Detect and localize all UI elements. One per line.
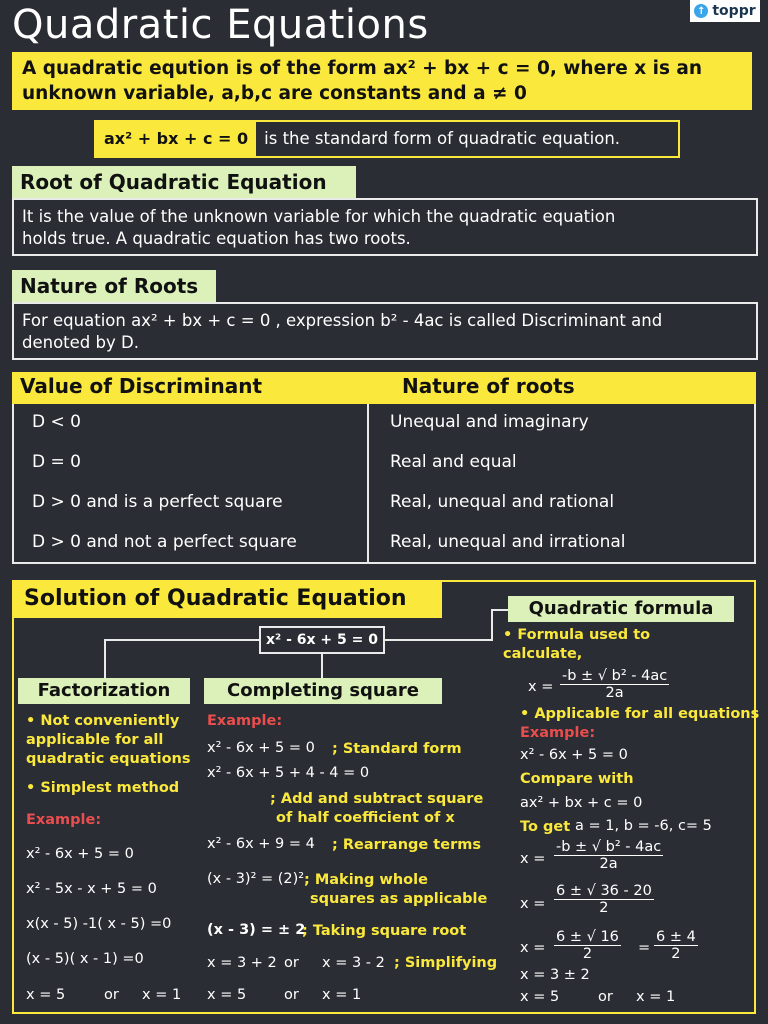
cs-step-1: x² - 6x + 5 = 0 [207,740,315,756]
root-heading: Root of Quadratic Equation [12,166,356,198]
table-row-3-n: Real, unequal and rational [390,492,615,512]
qf-get-label: To get [520,819,571,835]
cs-step-2: x² - 6x + 5 + 4 - 4 = 0 [207,765,370,781]
qf-x-2: x = [520,896,546,912]
cs-step-6a: x = 3 + 2 [207,955,277,971]
cs-note-4a: ; Making whole [304,872,428,888]
table-row-1-d: D < 0 [32,412,81,432]
standard-form-equation: ax² + bx + c = 0 [96,122,256,156]
qf-f3-num: 6 ± √ 16 [556,929,619,945]
root-line-1: It is the value of the unknown variable for which the quadratic equation [22,207,616,226]
intro-line-1: A quadratic eqution is of the form ax² + bx + c = 0, where x is an [22,58,703,79]
standard-form-text: is the standard form of quadratic equation. [256,122,628,156]
qf-f3-equals: = [638,940,651,956]
qf-f2-den: 2 [599,900,609,916]
standard-form-box [94,120,680,158]
fact-bullet-2: • Simplest method [26,780,180,796]
discriminant-table-header [12,372,756,404]
fact-step-3: x(x - 5) -1( x - 5) =0 [26,916,172,932]
cs-step-3: x² - 6x + 9 = 4 [207,836,315,852]
nature-description [12,302,758,360]
qf-compare: Compare with [520,771,634,787]
qf-fraction-1 [554,839,663,872]
cs-answer-b: x = 1 [322,987,362,1003]
table-row-2-n: Real and equal [390,452,517,472]
cs-note-4b: squares as applicable [310,891,488,907]
cs-step-4: (x - 3)² = (2)² [207,871,305,887]
qf-answer-b: x = 1 [636,989,676,1005]
qf-bullet-1b: calculate, [503,646,583,662]
fact-or: or [104,987,119,1003]
fact-answer-a: x = 5 [26,987,66,1003]
fact-step-1: x² - 6x + 5 = 0 [26,846,134,862]
completing-square-heading: Completing square [204,678,442,704]
intro-box [12,52,752,110]
cs-note-6: ; Simplifying [394,955,498,971]
table-row-3-d: D > 0 and is a perfect square [32,492,283,512]
cs-note-3: ; Rearrange terms [332,837,481,853]
qf-f4-den: 2 [671,946,681,962]
quadratic-formula-heading: Quadratic formula [508,596,734,622]
qf-f3-den: 2 [582,946,593,962]
table-row-1-n: Unequal and imaginary [390,412,589,432]
table-divider [367,404,369,564]
center-equation: x² - 6x + 5 = 0 [259,626,385,654]
page-title: Quadratic Equations [12,2,429,48]
arrow-up-icon: ↑ [694,4,708,18]
root-line-2: holds true. A quadratic equation has two roots. [22,229,411,248]
qf-eq-1: x² - 6x + 5 = 0 [520,747,628,763]
cs-answer-a: x = 5 [207,987,247,1003]
factorization-heading: Factorization [18,678,190,704]
nature-line-1: For equation ax² + bx + c = 0 , expression b² - 4ac is called Discriminant and [22,311,663,330]
cs-step-6-or: or [284,955,299,971]
cs-note-2a: ; Add and subtract square [270,791,484,807]
qf-denominator: 2a [605,685,624,701]
qf-x-equals: x = [528,679,554,695]
toppr-logo[interactable] [690,0,760,22]
connector-right [385,639,491,641]
qf-get-values: a = 1, b = -6, c= 5 [575,818,712,834]
qf-bullet-2: • Applicable for all equations [520,706,760,722]
intro-line-2: unknown variable, a,b,c are constants and a ≠ 0 [22,83,527,104]
connector-right-up [491,609,493,641]
qf-f1-num: -b ± √ b² - 4ac [556,839,662,855]
connector-center-down [321,654,323,679]
connector-right-top [491,609,509,611]
cs-note-1: ; Standard form [332,741,462,757]
fact-step-4: (x - 5)( x - 1) =0 [26,951,144,967]
root-description [12,198,758,256]
qf-example-label: Example: [520,725,596,741]
fact-step-2: x² - 5x - x + 5 = 0 [26,881,157,897]
brand-name: toppr [712,3,756,19]
fact-bullet-1c: quadratic equations [26,751,191,767]
col-nature-header: Nature of roots [402,374,575,398]
cs-or: or [284,987,299,1003]
qf-or: or [598,989,613,1005]
qf-pm: x = 3 ± 2 [520,967,590,983]
qf-x-1: x = [520,851,546,867]
fact-bullet-1b: applicable for all [26,732,164,748]
fact-bullet-1a: • Not conveniently [26,713,180,729]
qf-x-3: x = [520,940,546,956]
qf-fraction-4 [654,929,698,962]
nature-heading: Nature of Roots [12,270,216,302]
qf-bullet-1a: • Formula used to [503,627,651,643]
table-row-2-d: D = 0 [32,452,81,472]
table-row-4-d: D > 0 and not a perfect square [32,532,297,552]
connector-left [104,639,259,641]
fact-example-label: Example: [26,812,102,828]
cs-step-6b: x = 3 - 2 [322,955,385,971]
qf-f2-num: 6 ± √ 36 - 20 [556,883,652,899]
qf-numerator: -b ± √ b² - 4ac [562,668,668,684]
qf-f1-den: 2a [599,856,618,872]
col-value-header: Value of Discriminant [20,374,263,398]
cs-note-5: ; Taking square root [302,923,467,939]
nature-line-2: denoted by D. [22,333,139,352]
qf-f4-num: 6 ± 4 [656,929,696,945]
solution-heading: Solution of Quadratic Equation [14,582,442,618]
qf-eq-2: ax² + bx + c = 0 [520,795,643,811]
qf-answer-a: x = 5 [520,989,560,1005]
fact-answer-b: x = 1 [142,987,182,1003]
qf-fraction-2 [554,883,654,916]
cs-step-5: (x - 3) = ± 2 [207,922,306,938]
table-row-4-n: Real, unequal and irrational [390,532,626,552]
cs-example-label: Example: [207,713,283,729]
qf-general-formula [560,668,669,701]
cs-note-2b: of half coefficient of x [276,810,455,826]
connector-left-down [104,639,106,679]
qf-fraction-3 [554,929,621,962]
